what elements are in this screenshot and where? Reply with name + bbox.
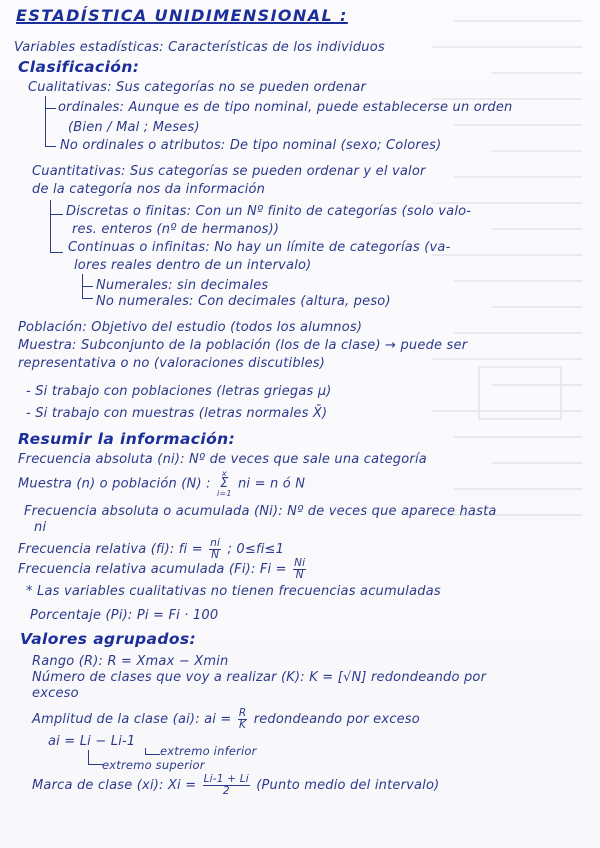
cuantitativas-line: Cuantitativas: Sus categorías se pueden ordenar y el valor [32,164,426,179]
discretas-line: Discretas o finitas: Con un Nº finito de categorías (solo valo- [66,204,472,219]
cualitativas-note: * Las variables cualitativas no tienen frecuencias acumuladas [26,584,441,599]
no-numerales-line: No numerales: Con decimales (altura, peso) [96,294,391,309]
extremo-superior-label: extremo superior [102,758,205,772]
arrow-no-numerales [82,284,93,299]
definition-variables: Variables estadísticas: Características de los individuos [14,40,385,55]
fraction-ni-n: $\frac{ni}{N}$ [210,537,221,561]
arrow-no-ordinales [45,106,56,147]
numero-clases-line: Número de clases que voy a realizar (K): K = [√N] redondeando por [32,670,487,685]
numero-clases-line-2: exceso [32,686,79,701]
porcentaje-line: Porcentaje (Pi): Pi = Fi · 100 [30,608,219,623]
poblacion-line: Población: Objetivo del estudio (todos los alumnos) [18,320,363,335]
frecuencia-absoluta-line: Frecuencia absoluta (ni): Nº de veces que sale una categoría [18,452,427,467]
heading-clasificacion: Clasificación: [18,58,140,76]
numerales-line: Numerales: sin decimales [96,278,269,293]
ai-definition: ai = Li − Li-1 [48,734,136,749]
muestra-line-2: representativa o no (valoraciones discutibles) [18,356,326,371]
fraction-marca: $\frac{Li-1 + Li}{2}$ [203,773,249,797]
cualitativas-line: Cualitativas: Sus categorías no se pueden ordenar [28,80,367,95]
frecuencia-relativa-acumulada-line: Frecuencia relativa acumulada (Fi): Fi = $\frac{Ni}{N}$ [18,557,306,581]
ordinales-line: ordinales: Aunque es de tipo nominal, puede establecerse un orden [58,100,513,115]
frecuencia-acumulada-line: Frecuencia absoluta o acumulada (Ni): Nº de veces que aparece hasta [24,504,497,519]
fraction-R-K: $\frac{R}{K}$ [238,707,247,731]
arrow-extremo-inferior [145,748,160,755]
discretas-line-2: res. enteros (nº de hermanos)) [72,222,280,237]
muestra-line: Muestra: Subconjunto de la población (los de la clase) → puede ser [18,338,468,353]
no-ordinales-line: No ordinales o atributos: De tipo nominal (sexo; Colores) [60,138,442,153]
arrow-extremo-superior [88,750,103,765]
poblaciones-note: - Si trabajo con poblaciones (letras griegas μ) [26,384,332,399]
heading-valores-agrupados: Valores agrupados: [20,630,197,648]
cuantitativas-line-2: de la categoría nos da información [32,182,266,197]
page-title: ESTADÍSTICA UNIDIMENSIONAL : [16,6,348,25]
extremo-inferior-label: extremo inferior [160,744,257,758]
continuas-line-2: lores reales dentro de un intervalo) [74,258,312,273]
sum-formula: x Σ i=1 [217,469,232,498]
ordinales-example: (Bien / Mal ; Meses) [68,120,200,135]
marca-clase-line: Marca de clase (xi): Xi = $\frac{Li-1 + Li}{2}$ (Punto medio del intervalo) [32,773,440,797]
amplitud-line: Amplitud de la clase (ai): ai = $\frac{R}{K}$ redondeando por exceso [32,707,420,731]
fraction-Ni-N: $\frac{Ni}{N}$ [294,557,306,581]
frecuencia-acumulada-line-2: ni [34,520,47,535]
heading-resumir: Resumir la información: [18,430,236,448]
continuas-line: Continuas o infinitas: No hay un límite de categorías (va- [68,240,451,255]
frecuencia-relativa-line: Frecuencia relativa (fi): fi = $\frac{ni}{N}$ ; 0≤fi≤1 [18,537,285,561]
muestras-note: - Si trabajo con muestras (letras normales X̄) [26,406,328,421]
bleed-through-text [432,6,582,626]
muestra-poblacion-line: Muestra (n) o población (N) : x Σ i=1 ni = n ó N [18,469,306,498]
arrow-continuas [50,210,63,253]
rango-line: Rango (R): R = Xmax − Xmin [32,654,229,669]
